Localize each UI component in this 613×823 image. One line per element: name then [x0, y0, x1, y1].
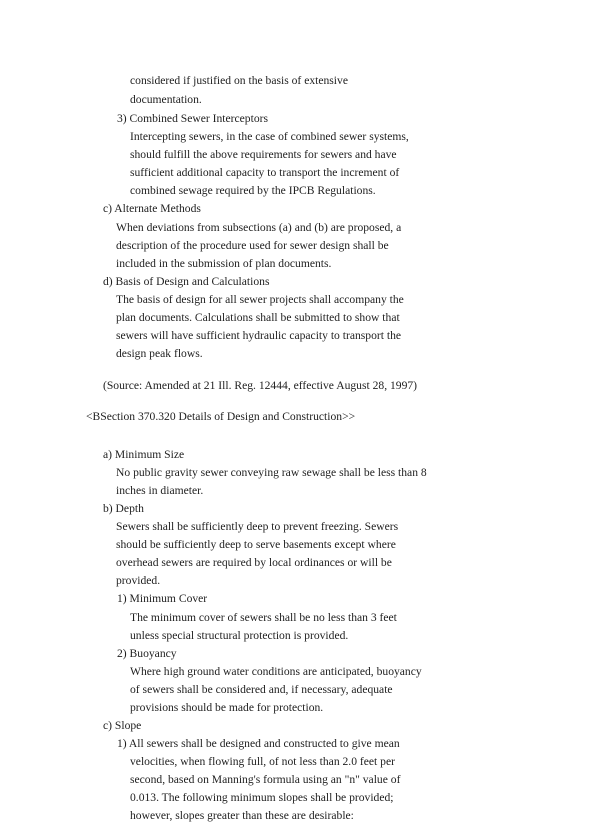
list-item-heading: 2) Buoyancy — [117, 647, 177, 660]
text-line: 0.013. The following minimum slopes shall be provided; — [130, 791, 394, 804]
text-line: of sewers shall be considered and, if necessary, adequate — [130, 683, 393, 696]
text-line: included in the submission of plan documents. — [116, 257, 332, 270]
text-line: The basis of design for all sewer projects shall accompany the — [116, 293, 404, 306]
text-line: provided. — [116, 574, 161, 587]
text-line: The minimum cover of sewers shall be no less than 3 feet — [130, 611, 397, 624]
list-item-heading: 1) Minimum Cover — [117, 592, 208, 605]
text-line: overhead sewers are required by local ordinances or will be — [116, 556, 392, 569]
list-item-heading: c) Alternate Methods — [103, 202, 201, 215]
list-item-heading: b) Depth — [103, 502, 144, 515]
text-line: unless special structural protection is provided. — [130, 629, 349, 642]
text-line: combined sewage required by the IPCB Regulations. — [130, 184, 376, 197]
source-note: (Source: Amended at 21 Ill. Reg. 12444, effective August 28, 1997) — [103, 379, 418, 392]
text-line: inches in diameter. — [116, 484, 204, 497]
list-item-heading: c) Slope — [103, 719, 142, 732]
text-line: 1) All sewers shall be designed and constructed to give mean — [117, 737, 400, 750]
text-line: provisions should be made for protection. — [130, 701, 324, 714]
text-line: No public gravity sewer conveying raw sewage shall be less than 8 — [116, 466, 427, 479]
text-line: design peak flows. — [116, 347, 203, 360]
text-line: When deviations from subsections (a) and (b) are proposed, a — [116, 221, 402, 234]
text-line: description of the procedure used for sewer design shall be — [116, 239, 389, 252]
text-line: plan documents. Calculations shall be submitted to show that — [116, 311, 400, 324]
text-line: should fulfill the above requirements for sewers and have — [130, 148, 397, 161]
text-line: second, based on Manning's formula using an "n" value of — [130, 773, 401, 786]
section-heading: <BSection 370.320 Details of Design and Construction>> — [86, 410, 356, 423]
text-line: Intercepting sewers, in the case of combined sewer systems, — [130, 130, 409, 143]
text-line: documentation. — [130, 93, 202, 106]
list-item-heading: 3) Combined Sewer Interceptors — [117, 112, 268, 125]
list-item-heading: a) Minimum Size — [103, 448, 185, 461]
text-line: however, slopes greater than these are desirable: — [130, 809, 354, 822]
text-line: velocities, when flowing full, of not less than 2.0 feet per — [130, 755, 395, 768]
text-line: should be sufficiently deep to serve basements except where — [116, 538, 396, 551]
list-item-heading: d) Basis of Design and Calculations — [103, 275, 270, 288]
text-line: Sewers shall be sufficiently deep to prevent freezing. Sewers — [116, 520, 399, 533]
text-line: sewers will have sufficient hydraulic capacity to transport the — [116, 329, 402, 342]
text-line: considered if justified on the basis of extensive — [130, 74, 348, 87]
text-line: Where high ground water conditions are anticipated, buoyancy — [130, 665, 422, 678]
text-line: sufficient additional capacity to transport the increment of — [130, 166, 400, 179]
